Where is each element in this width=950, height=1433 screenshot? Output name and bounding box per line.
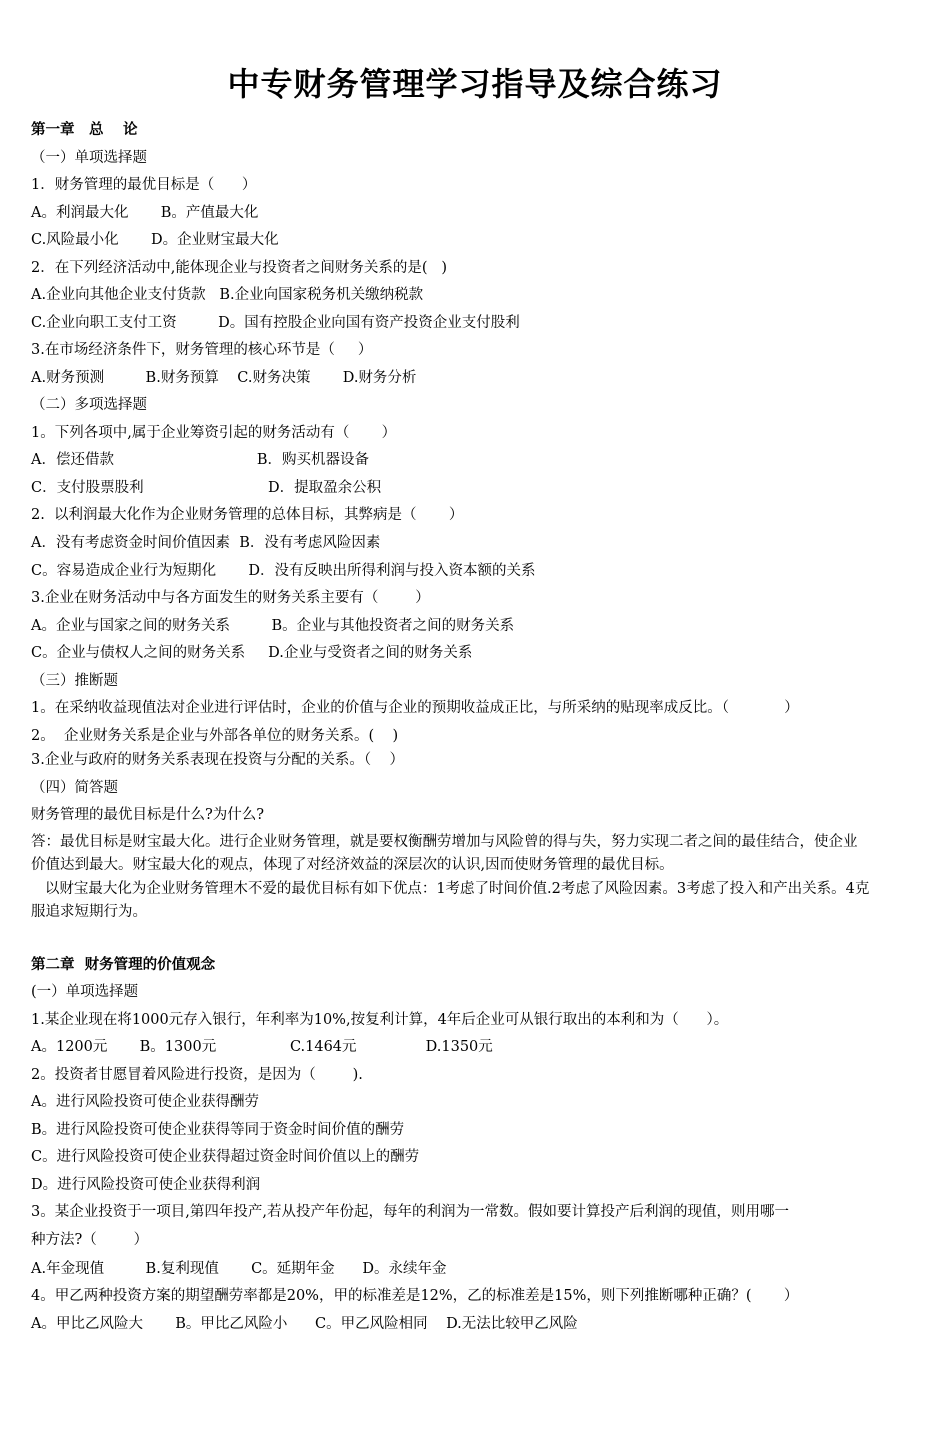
- option-line: A。1200元 B。1300元 C.1464元 D.1350元: [31, 1039, 493, 1055]
- section-heading: (一）单项选择题: [31, 984, 139, 1000]
- question-line: 2。投资者甘愿冒着风险进行投资，是因为（ ).: [31, 1067, 363, 1083]
- section-heading: （四）简答题: [31, 780, 118, 796]
- option-line: A。甲比乙风险大 B。甲比乙风险小 C。甲乙风险相同 D.无法比较甲乙风险: [31, 1316, 578, 1332]
- option-line: A。进行风险投资可使企业获得酬劳: [31, 1094, 259, 1110]
- option-line: B。进行风险投资可使企业获得等同于资金时间价值的酬劳: [31, 1122, 405, 1138]
- question-line: 种方法?（ ）: [31, 1232, 149, 1248]
- option-line: C.风险最小化 D。企业财宝最大化: [31, 232, 279, 248]
- question-line: 2．在下列经济活动中,能体现企业与投资者之间财务关系的是( ): [31, 260, 447, 276]
- question-line: 1.某企业现在将1000元存入银行，年利率为10%,按复利计算，4年后企业可从银行取出的本利和为（ ）。: [31, 1012, 729, 1028]
- question-line: 1．财务管理的最优目标是（ ）: [31, 177, 257, 193]
- option-line: A.企业向其他企业支付货款 B.企业向国家税务机关缴纳税款: [31, 287, 424, 303]
- question-line: 2. 以利润最大化作为企业财务管理的总体目标，其弊病是（ ）: [31, 507, 464, 523]
- answer-paragraph: 答：最优目标是财宝最大化。进行企业财务管理，就是要权衡酬劳增加与风险曾的得与失，努力实现二者之间的最佳结合，使企业价值达到最大。财宝最大化的观点，体现了对经济效益的深层次的认识,因而使财务管理的最优目标。: [31, 834, 858, 873]
- question-line: 2。 企业财务关系是企业与外部各单位的财务关系。( ): [31, 728, 399, 744]
- question-line: 4。甲乙两种投资方案的期望酬劳率都是20%，甲的标准差是12%，乙的标准差是15%，则下列推断哪种正确？( ）: [31, 1288, 799, 1304]
- question-line: 1。在采纳收益现值法对企业进行评估时，企业的价值与企业的预期收益成正比，与所采纳的贴现率成反比。（ ）: [31, 700, 799, 716]
- option-line: C．支付股票股利 D．提取盈余公积: [31, 480, 382, 496]
- section-heading: （一）单项选择题: [31, 150, 147, 166]
- question-line: 3.企业与政府的财务关系表现在投资与分配的关系。（ ）: [31, 752, 405, 768]
- question-line: 3.企业在财务活动中与各方面发生的财务关系主要有（ ）: [31, 590, 430, 606]
- answer-paragraph: 以财宝最大化为企业财务管理木不爱的最优目标有如下优点：1考虑了时间价值.2考虑了风险因素。3考虑了投入和产出关系。4克服追求短期行为。: [31, 881, 870, 920]
- chapter-2-heading: 第二章 财务管理的价值观念: [31, 956, 216, 973]
- question-line: 财务管理的最优目标是什么?为什么?: [31, 807, 265, 823]
- option-line: C.企业向职工支付工资 D。国有控股企业向国有资产投资企业支付股利: [31, 315, 520, 331]
- option-line: A.年金现值 B.复利现值 C。延期年金 D。永续年金: [31, 1261, 447, 1277]
- option-line: C。企业与债权人之间的财务关系 D.企业与受资者之间的财务关系: [31, 645, 473, 661]
- chapter-1-heading: 第一章 总 论: [31, 121, 138, 138]
- question-line: 3.在市场经济条件下，财务管理的核心环节是（ ）: [31, 342, 373, 358]
- document-title: 中专财务管理学习指导及综合练习: [227, 65, 723, 103]
- question-line: 3。某企业投资于一项目,第四年投产,若从投产年份起，每年的利润为一常数。假如要计算投产后利润的现值，则用哪一: [31, 1204, 789, 1220]
- option-line: A．偿还借款 B．购买机器设备: [31, 452, 370, 468]
- question-line: 1。下列各项中,属于企业筹资引起的财务活动有（ ）: [31, 425, 397, 441]
- option-line: A。利润最大化 B。产值最大化: [31, 205, 259, 221]
- section-heading: （二）多项选择题: [31, 397, 147, 413]
- option-line: A．没有考虑资金时间价值因素 B．没有考虑风险因素: [31, 535, 381, 551]
- option-line: A。企业与国家之间的财务关系 B。企业与其他投资者之间的财务关系: [31, 618, 515, 634]
- option-line: A.财务预测 B.财务预算 C.财务决策 D.财务分析: [31, 370, 417, 386]
- option-line: C。容易造成企业行为短期化 D．没有反映出所得利润与投入资本额的关系: [31, 563, 536, 579]
- option-line: D。进行风险投资可使企业获得利润: [31, 1177, 261, 1193]
- option-line: C。进行风险投资可使企业获得超过资金时间价值以上的酬劳: [31, 1149, 420, 1165]
- section-heading: （三）推断题: [31, 673, 118, 689]
